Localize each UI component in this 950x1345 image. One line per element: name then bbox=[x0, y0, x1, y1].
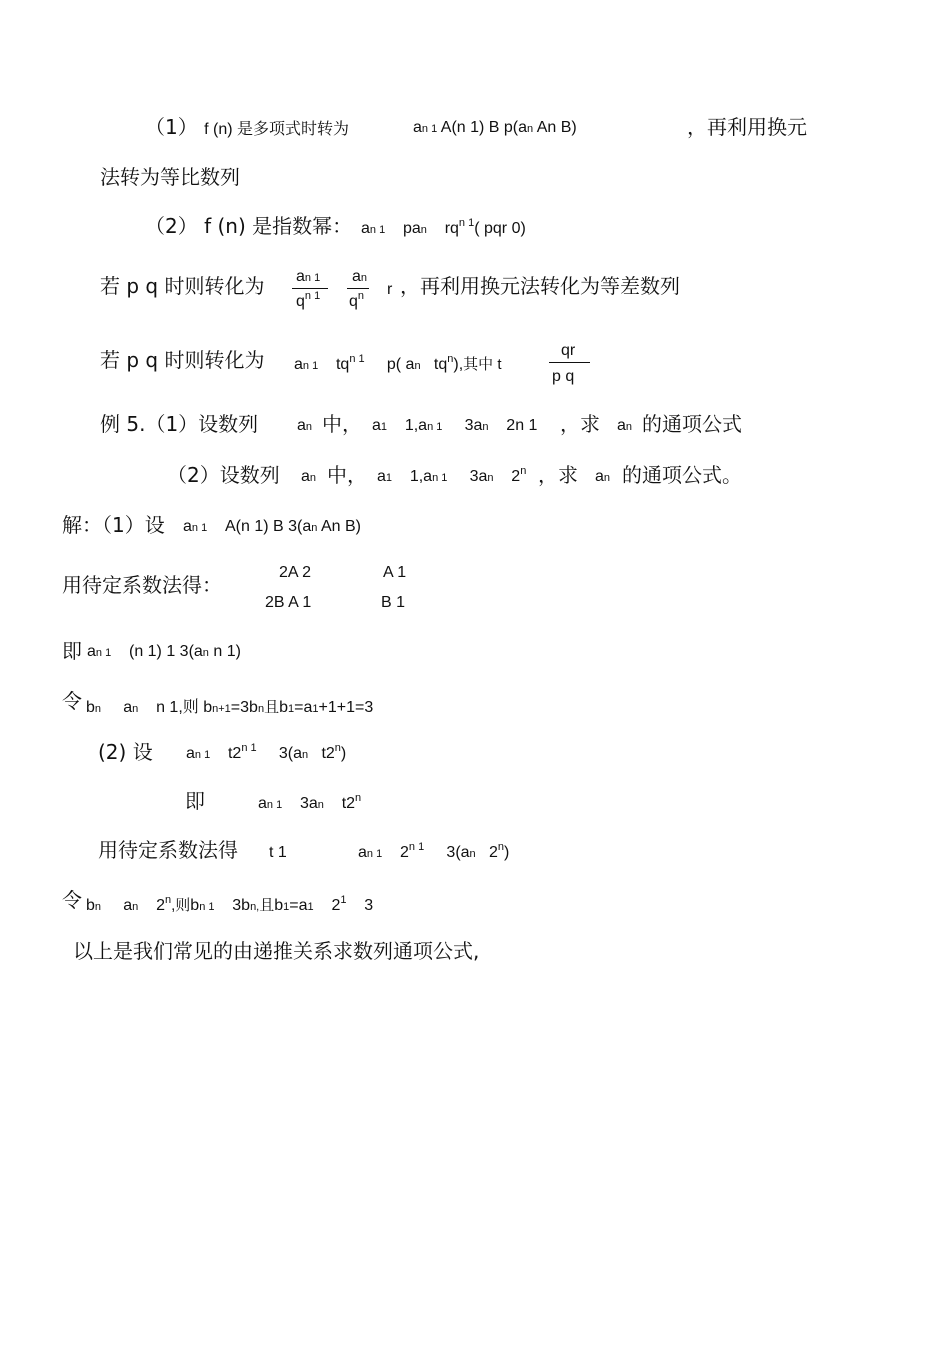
solution-7-lead: 用待定系数法得 bbox=[98, 838, 238, 862]
solution-7-t: t 1 bbox=[269, 844, 287, 861]
solution-1-lead: 解：（1）设 bbox=[62, 513, 165, 537]
formula-3: an 1 $tq^{n 1}$ p( an $tq^n$),其中 t bbox=[294, 353, 502, 373]
line-1 bbox=[145, 114, 349, 143]
example-1-recurrence: a1 1,an 1 3an 2n 1 bbox=[372, 417, 538, 434]
fraction-2-den: $q^n$ bbox=[349, 290, 365, 310]
fraction-bar-1 bbox=[292, 288, 328, 289]
solution-6-lead: 即 bbox=[185, 789, 205, 813]
line-5-lead: 若 p q 时则转化为 bbox=[100, 348, 265, 372]
line-3 bbox=[145, 213, 352, 239]
line-4-r: r bbox=[387, 281, 393, 298]
line-1-tail: ，再利用换元 bbox=[687, 115, 807, 139]
example-1-formula: an bbox=[297, 417, 313, 434]
closing-text: 以上是我们常见的由递推关系求数列通项公式, bbox=[73, 939, 480, 963]
example-2-an2: an bbox=[595, 468, 611, 485]
fraction-2: an bbox=[352, 268, 368, 285]
example-5-part-1: 例 5.（1）设数列 bbox=[100, 412, 259, 436]
formula-1: an 1 A(n 1) B p(an An B) bbox=[413, 119, 577, 136]
example-1-tail: 的通项公式 bbox=[642, 412, 742, 436]
fraction-bar-3 bbox=[549, 362, 590, 363]
item-number: （2） bbox=[145, 214, 198, 238]
example-2-recurrence: a1 1,an 1 3an 2$^n$ bbox=[377, 465, 527, 485]
item-number: （1） bbox=[145, 115, 198, 139]
example-1-an: an bbox=[617, 417, 633, 434]
solution-8-formula: bn an 2$^n$,则bn 1 3bn,且b1=a1 $2^1$ 3 bbox=[86, 894, 374, 914]
line-4-tail: ，再利用换元法转化为等差数列 bbox=[400, 274, 680, 298]
example-2-qiu: ，求 bbox=[538, 463, 578, 487]
fraction-bar-2 bbox=[347, 288, 369, 289]
solution-4-formula: bn an n 1,则 bn+1=3bn且b1=a1+1+1=3 bbox=[86, 699, 374, 716]
example-1-zhong: 中， bbox=[322, 412, 362, 436]
system-r2c2: B 1 bbox=[381, 594, 406, 611]
solution-4-lead: 令 bbox=[62, 689, 82, 713]
solution-3-lead: 即 bbox=[62, 639, 82, 663]
fraction-3-den: p q bbox=[552, 368, 575, 385]
solution-6-formula: an 1 3an t2$^n$ bbox=[258, 792, 362, 812]
example-2-zhong: 中， bbox=[327, 463, 367, 487]
solution-8-lead: 令 bbox=[62, 888, 82, 912]
solution-5-lead: (2) 设 bbox=[98, 740, 153, 764]
example-1-qiu: ，求 bbox=[560, 412, 600, 436]
example-2-an: an bbox=[301, 468, 317, 485]
line-4-lead: 若 p q 时则转化为 bbox=[100, 274, 265, 298]
solution-2-lead: 用待定系数法得： bbox=[62, 573, 222, 597]
system-r2c1: 2B A 1 bbox=[265, 594, 312, 611]
example-2-tail: 的通项公式。 bbox=[622, 463, 742, 487]
system-r1c2: A 1 bbox=[383, 564, 407, 581]
fraction-1: an 1 bbox=[296, 268, 321, 285]
solution-3-formula: an 1 (n 1) 1 3(an n 1) bbox=[87, 643, 241, 660]
fraction-3-num: qr bbox=[561, 342, 576, 359]
line-2: 法转为等比数列 bbox=[100, 165, 240, 189]
condition-text: f (n) 是指数幂： bbox=[204, 214, 353, 238]
solution-5-formula: an 1 $t2^{n 1}$ 3(an t2$^n$) bbox=[186, 742, 347, 762]
solution-1-formula: an 1 A(n 1) B 3(an An B) bbox=[183, 518, 361, 535]
example-5-part-2: （2）设数列 bbox=[167, 463, 280, 487]
system-r1c1: 2A 2 bbox=[279, 564, 312, 581]
formula-2: an 1 pan $rq^{n 1}$( pqr 0) bbox=[361, 217, 526, 237]
solution-7-formula: an 1 $2^{n 1}$ 3(an 2$^n$) bbox=[358, 841, 510, 861]
condition-text: f (n) 是多项式时转为 bbox=[204, 121, 349, 138]
fraction-1-den: $q^{n 1}$ bbox=[296, 290, 321, 310]
